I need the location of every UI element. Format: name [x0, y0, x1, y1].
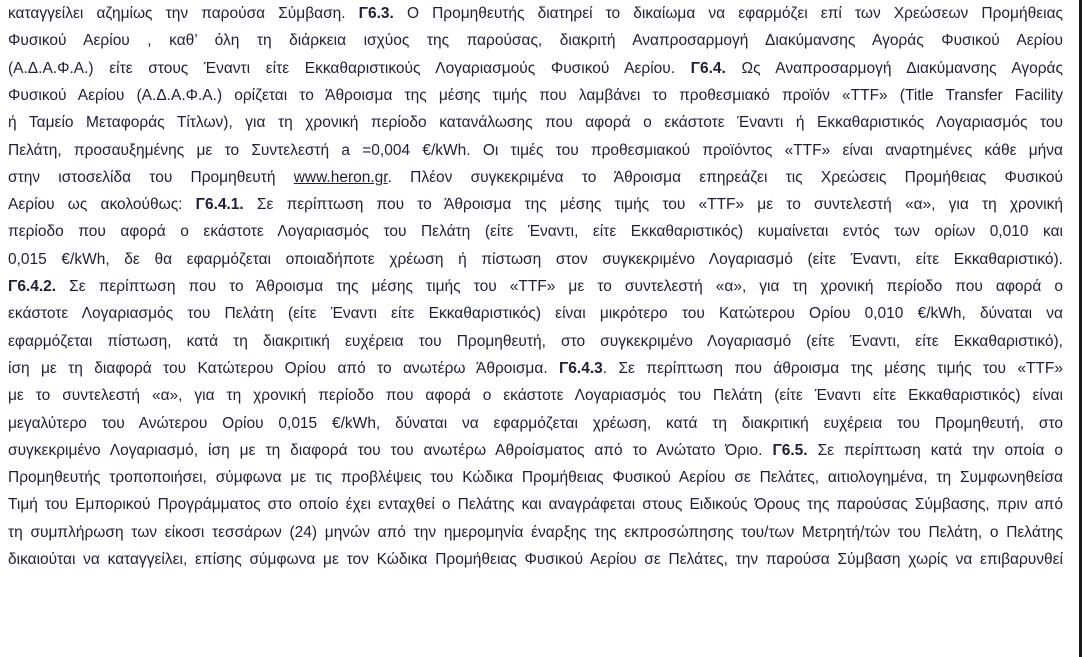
text-line	[8, 219, 1063, 245]
section-number: Γ6.4.	[690, 59, 726, 77]
text-run: Φυσικού Αερίου , καθ’ όλη τη διάρκεια ισχύος της παρούσας, διακριτή Αναπροσαρμογή Διακύμανσης Αγοράς Φυσικού Αερίου	[8, 32, 1063, 50]
text-line	[8, 28, 1063, 54]
text-line	[8, 465, 1063, 491]
text-line	[8, 56, 1063, 82]
text-run: Πελάτη, προσαυξημένης με το Συντελεστή a =0,004 €/kWh. Οι τιμές του προθεσμιακού προϊόντος «TTF» είναι αναρτημένες κάθε μήνα	[8, 141, 1063, 159]
text-line	[8, 1, 1063, 27]
section-number: Γ6.3.	[358, 5, 394, 22]
text-line	[8, 547, 1063, 573]
text-run: Σε περίπτωση κατά την οποία ο	[807, 441, 1063, 459]
text-run: Σε περίπτωση που το Άθροισμα της μέσης τιμής του «TTF» με το συντελεστή «α», για τη χρονική περίοδο που αφορά ο	[56, 278, 1063, 295]
text-run: στην ιστοσελίδα του Προμηθευτή	[8, 168, 294, 186]
text-run: Ως Αναπροσαρμογή Διακύμανσης Αγοράς	[725, 59, 1063, 77]
text-line	[8, 356, 1063, 382]
text-run: . Σε περίπτωση που άθροισμα της μέσης τιμής του «TTF»	[602, 359, 1063, 377]
text-line	[8, 83, 1063, 109]
section-number: Γ6.4.2.	[8, 278, 57, 295]
text-line	[8, 192, 1063, 218]
text-run: Αερίου ως ακολούθως:	[8, 196, 196, 214]
text-run: Τιμή του Εμπορικού Προγράμματος στο οποίο έχει ενταχθεί ο Πελάτης και αναγράφεται στους Ειδικούς Όρους της παρούσας Σύμβασης, πριν από	[8, 496, 1063, 514]
text-line	[8, 329, 1063, 355]
text-line	[8, 411, 1063, 437]
text-run: περίοδο που αφορά ο εκάστοτε Λογαριασμός του Πελάτη (είτε Έναντι, είτε Εκκαθαριστικός) κυμαίνεται εντός των ορίων 0,010 και	[8, 223, 1063, 241]
text-run: ή Ταμείο Μεταφοράς Τίτλων), για τη χρονική περίοδο κατανάλωσης που αφορά ο εκάστοτε Έναντι ή Εκκαθαριστικός Λογαριασμός του	[8, 114, 1063, 132]
text-run: εκάστοτε Λογαριασμός του Πελάτη (είτε Έναντι είτε Εκκαθαριστικός) είναι μικρότερο του Κατώτερου Ορίου 0,010 €/kWh, δύναται να	[8, 305, 1063, 323]
text-run: με το συντελεστή «α», για τη χρονική περίοδο που αφορά ο εκάστοτε Λογαριασμός του Πελάτη (είτε Έναντι είτε Εκκαθαριστικός) είναι	[8, 387, 1063, 405]
text-run: συγκεκριμένο Λογαριασμό, ίση με τη διαφορά του του ανωτέρω Αθροίσματος από το Ανώτατο Όριο.	[8, 441, 773, 459]
text-run: (Α.Δ.Α.Φ.Α.) είτε στους Έναντι είτε Εκκαθαριστικούς Λογαριασμούς Φυσικού Αερίου.	[8, 59, 691, 77]
website-link[interactable]: www.heron.gr	[293, 168, 388, 186]
section-number: Γ6.4.1.	[195, 196, 244, 214]
text-run: Ο Προμηθευτής διατηρεί το δικαίωμα να εφαρμόζει επί των Χρεώσεων Προμήθειας	[393, 5, 1064, 22]
text-line	[8, 247, 1063, 273]
text-line	[8, 383, 1063, 409]
text-line	[8, 274, 1063, 300]
text-run: Σε περίπτωση που το Άθροισμα της μέσης τιμής του «TTF» με το συντελεστή «α», για τη χρονική	[243, 196, 1063, 214]
text-run: Φυσικού Αερίου (Α.Δ.Α.Φ.Α.) ορίζεται το Άθροισμα της μέσης τιμής που λαμβάνει το προθεσμιακό προϊόν «TTF» (Title Transfer Facility	[8, 86, 1063, 104]
text-line	[8, 520, 1063, 546]
text-run: ίση με τη διαφορά του Κατώτερου Ορίου από το ανωτέρω Άθροισμα.	[8, 359, 559, 377]
text-line	[8, 138, 1063, 164]
text-line	[8, 438, 1063, 464]
text-run: 0,015 €/kWh, δε θα εφαρμόζεται οποιαδήποτε χρέωση ή πίστωση στον συγκεκριμένο Λογαριασμό (είτε Έναντι, είτε Εκκαθαριστικό).	[8, 250, 1063, 268]
text-run: Προμηθευτής τροποποιήσει, σύμφωνα με τις προβλέψεις του Κώδικα Προμήθειας Φυσικού Αερίου σε Πελάτες, αιτιολογημένα, τη Συμφωνηθείσα	[8, 469, 1063, 487]
section-number: Γ6.5.	[772, 441, 808, 459]
text-line	[8, 301, 1063, 327]
text-run: τη συμπλήρωση των είκοσι τεσσάρων (24) μηνών από την ημερομηνία έναρξης της εκπροσώπησης του/των Μετρητή/τών του Πελάτη, ο Πελάτης	[8, 523, 1063, 541]
text-run: καταγγείλει αζημίως την παρούσα Σύμβαση.	[8, 5, 359, 22]
text-line	[8, 492, 1063, 518]
section-number: Γ6.4.3	[558, 359, 603, 377]
text-run: μεγαλύτερο του Ανώτερου Ορίου 0,015 €/kWh, δύναται να εφαρμόζεται χρέωση, κατά τη διακριτική ευχέρεια του Προμηθευτή, στο	[8, 414, 1063, 432]
text-line	[8, 110, 1063, 136]
text-line	[8, 165, 1063, 191]
text-run: εφαρμόζεται πίστωση, κατά τη διακριτική ευχέρεια του Προμηθευτή, στο συγκεκριμένο Λογαριασμό (είτε Έναντι, είτε Εκκαθαριστικό),	[8, 332, 1063, 350]
page-edge-rule	[1079, 0, 1082, 657]
text-run: . Πλέον συγκεκριμένα το Άθροισμα επηρεάζει τις Χρεώσεις Προμήθειας Φυσικού	[387, 168, 1063, 186]
text-run: δικαιούται να καταγγείλει, επίσης σύμφωνα με τον Κώδικα Προμήθειας Φυσικού Αερίου σε Πελάτες, την παρούσα Σύμβαση χωρίς να επιβαρυνθεί	[8, 551, 1063, 568]
